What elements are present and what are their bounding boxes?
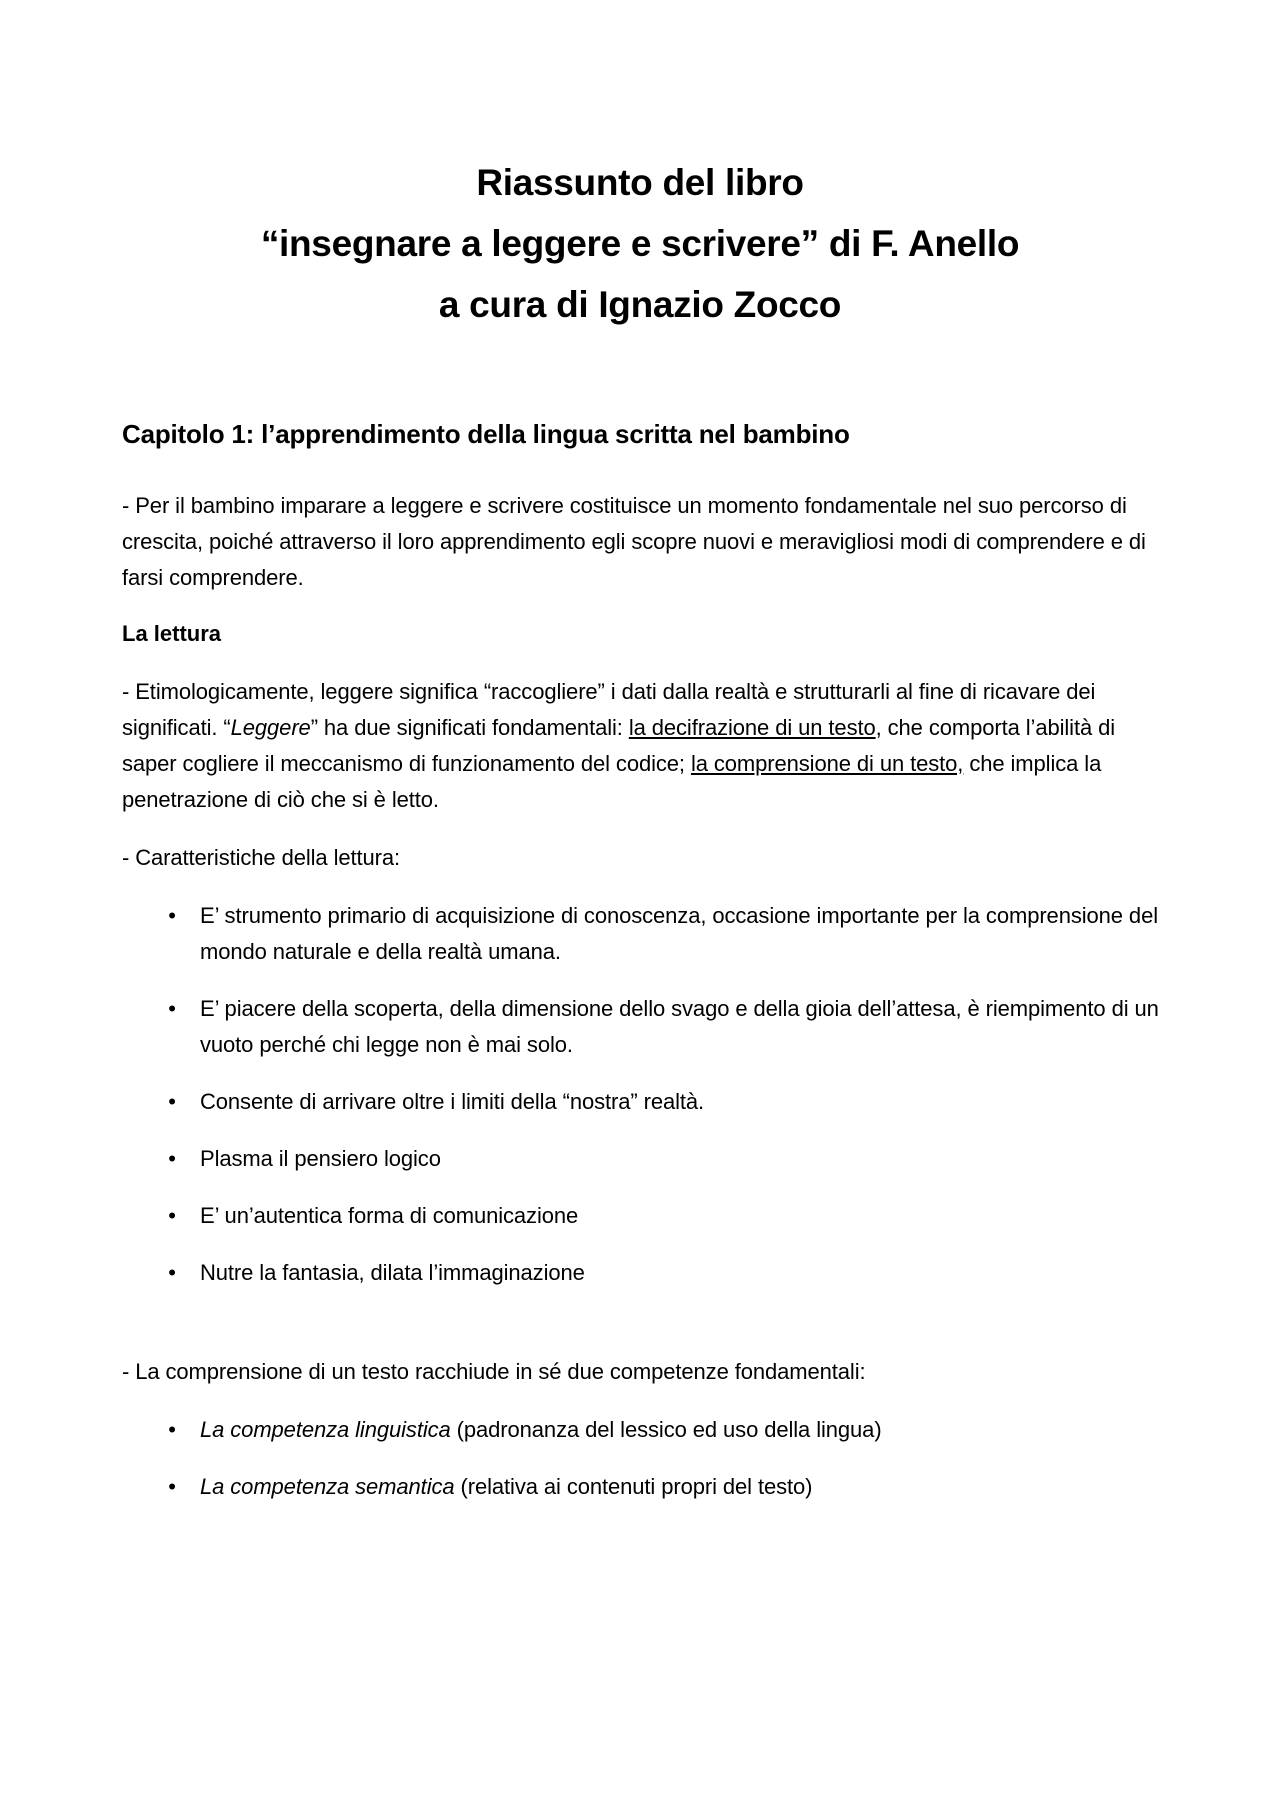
list-item	[122, 1255, 1167, 1291]
etymology-text-4: che implica la penetrazione di ciò che si è letto.	[122, 751, 1102, 812]
list-item-text: E’ un’autentica forma di comunicazione	[200, 1203, 579, 1228]
list-item	[122, 1141, 1167, 1177]
bullet-icon: •	[168, 1089, 176, 1114]
list-item	[122, 1198, 1167, 1234]
etymology-paragraph	[122, 674, 1167, 818]
bullet-icon: •	[168, 996, 176, 1021]
etymology-text-1: - Etimologicamente, leggere significa “raccogliere” i dati dalla realtà e strutturarli al fine di ricavare dei significati. “	[122, 679, 1096, 740]
title-line-2: “insegnare a leggere e scrivere” di F. Anello	[260, 223, 1020, 264]
competence-description: (relativa ai contenuti propri del testo)	[454, 1474, 813, 1499]
etymology-text-3: , che comporta l’abilità di saper cogliere il meccanismo di funzionamento del codice;	[122, 715, 1116, 776]
list-item-text: E’ piacere della scoperta, della dimensione dello svago e della gioia dell’attesa, è riempimento di un vuoto perché chi legge non è mai solo.	[200, 996, 1159, 1057]
bullet-icon: •	[168, 1146, 176, 1171]
title-line-1: Riassunto del libro	[476, 162, 804, 203]
list-item	[122, 898, 1167, 970]
competences-list	[122, 1412, 1167, 1505]
bullet-icon: •	[168, 903, 176, 928]
bullet-icon: •	[168, 1417, 176, 1442]
list-item-text: Consente di arrivare oltre i limiti della “nostra” realtà.	[200, 1089, 705, 1114]
etymology-underline-decifrazione: la decifrazione di un testo	[628, 715, 876, 740]
list-item	[122, 1469, 1167, 1505]
list-item	[122, 991, 1167, 1063]
competence-name: La competenza linguistica	[200, 1417, 451, 1442]
etymology-italic-leggere: Leggere	[230, 715, 311, 740]
chapter-heading: Capitolo 1: l’apprendimento della lingua scritta nel bambino	[122, 419, 850, 449]
list-item-text: Plasma il pensiero logico	[200, 1146, 441, 1171]
section-heading-lettura: La lettura	[122, 621, 222, 646]
document-title	[0, 152, 1280, 335]
competence-description: (padronanza del lessico ed uso della lingua)	[450, 1417, 882, 1442]
document-body	[122, 414, 1167, 1505]
features-intro: - Caratteristiche della lettura:	[122, 845, 401, 870]
competence-name: La competenza semantica	[200, 1474, 455, 1499]
list-item-text: E’ strumento primario di acquisizione di conoscenza, occasione importante per la comprensione del mondo naturale e della realtà umana.	[200, 903, 1158, 964]
list-item	[122, 1084, 1167, 1120]
features-list	[122, 898, 1167, 1291]
bullet-icon: •	[168, 1474, 176, 1499]
comprehension-intro: - La comprensione di un testo racchiude in sé due competenze fondamentali:	[122, 1359, 866, 1384]
etymology-text-2: ” ha due significati fondamentali:	[310, 715, 629, 740]
chapter-intro-paragraph: - Per il bambino imparare a leggere e scrivere costituisce un momento fondamentale nel suo percorso di crescita, poiché attraverso il loro apprendimento egli scopre nuovi e meravigliosi modi di comprendere e di farsi comprendere.	[122, 493, 1146, 590]
etymology-underline-comprensione: la comprensione di un testo,	[690, 751, 964, 776]
list-item	[122, 1412, 1167, 1448]
bullet-icon: •	[168, 1260, 176, 1285]
list-item-text: Nutre la fantasia, dilata l’immaginazione	[200, 1260, 585, 1285]
bullet-icon: •	[168, 1203, 176, 1228]
title-line-3: a cura di Ignazio Zocco	[438, 284, 842, 325]
